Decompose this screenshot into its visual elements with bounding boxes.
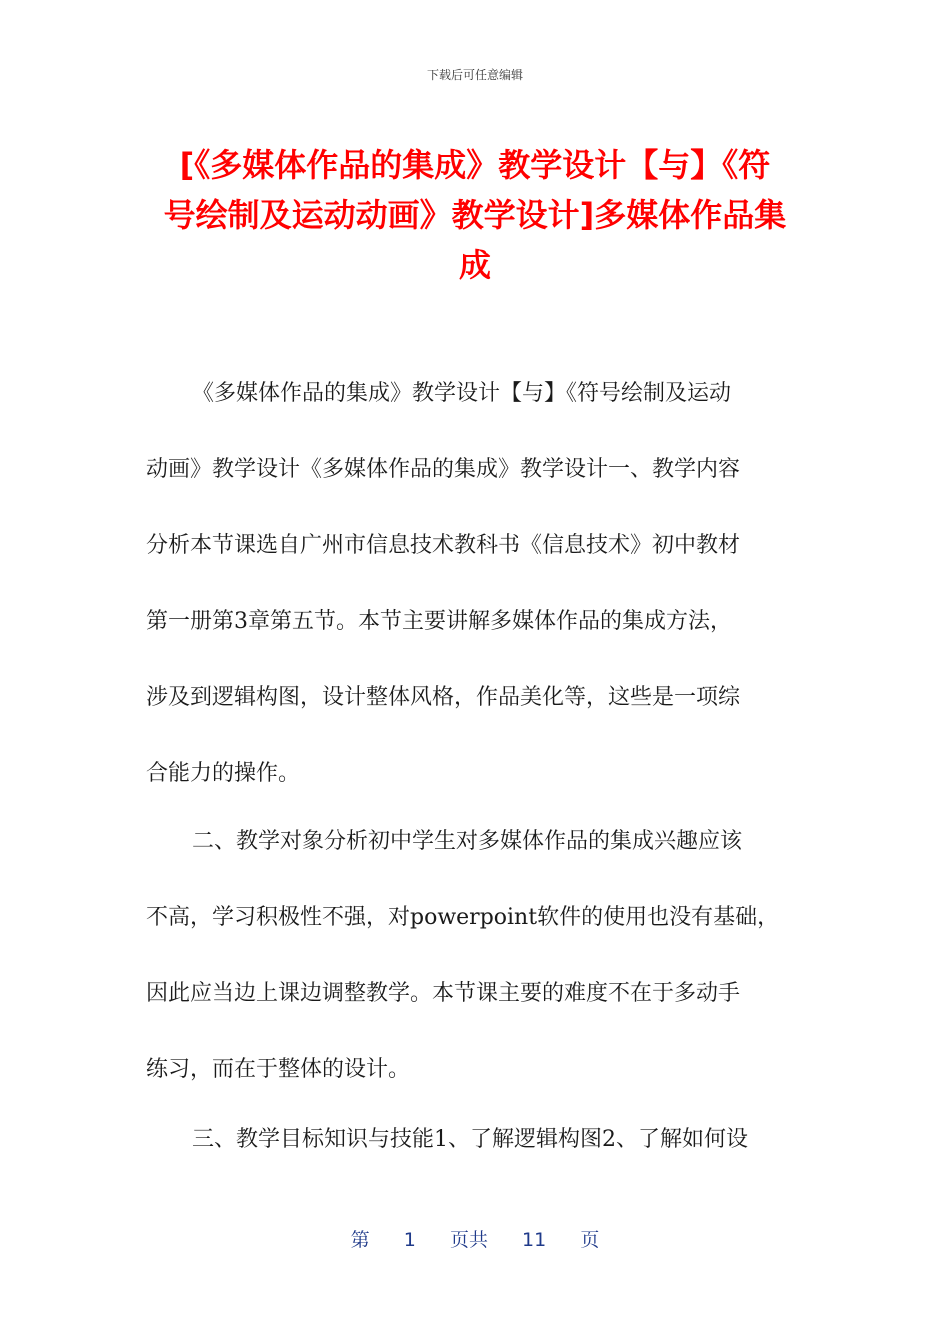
paragraph-line: 第一册第3章第五节。本节主要讲解多媒体作品的集成方法，	[146, 609, 732, 634]
footer-middle: 页共	[449, 1229, 488, 1251]
footer-page-number: 1	[403, 1229, 416, 1251]
paragraph-1	[146, 356, 806, 812]
page-footer	[0, 1225, 950, 1252]
paragraph-line: 《多媒体作品的集成》教学设计【与】《符号绘制及运动	[192, 381, 732, 406]
paragraph-line: 合能力的操作。	[146, 761, 301, 786]
footer-suffix: 页	[580, 1229, 600, 1251]
paragraph-line: 不高，学习积极性不强，对powerpoint软件的使用也没有基础，	[146, 905, 780, 930]
paragraph-3	[146, 1102, 806, 1178]
footer-total-pages: 11	[522, 1229, 547, 1251]
footer-prefix: 第	[350, 1229, 370, 1251]
title-line: 成	[458, 246, 491, 284]
title-line: 号绘制及运动动画》教学设计]多媒体作品集	[163, 196, 787, 234]
paragraph-line: 二、教学对象分析初中学生对多媒体作品的集成兴趣应该	[192, 829, 743, 854]
title-line: [《多媒体作品的集成》教学设计【与】《符	[179, 146, 771, 184]
header-note: 下载后可任意编辑	[426, 68, 523, 82]
paragraph-line: 因此应当边上课边调整教学。本节课主要的难度不在于多动手	[146, 981, 741, 1006]
paragraph-line: 三、教学目标知识与技能1、了解逻辑构图2、了解如何设	[192, 1127, 748, 1152]
document-title	[140, 140, 810, 290]
paragraph-2	[146, 804, 806, 1108]
paragraph-line: 动画》教学设计《多媒体作品的集成》教学设计一、教学内容	[146, 457, 741, 482]
paragraph-line: 分析本节课选自广州市信息技术教科书《信息技术》初中教材	[146, 533, 741, 558]
paragraph-line: 练习，而在于整体的设计。	[146, 1057, 411, 1082]
paragraph-line: 涉及到逻辑构图，设计整体风格，作品美化等，这些是一项综	[146, 685, 741, 710]
